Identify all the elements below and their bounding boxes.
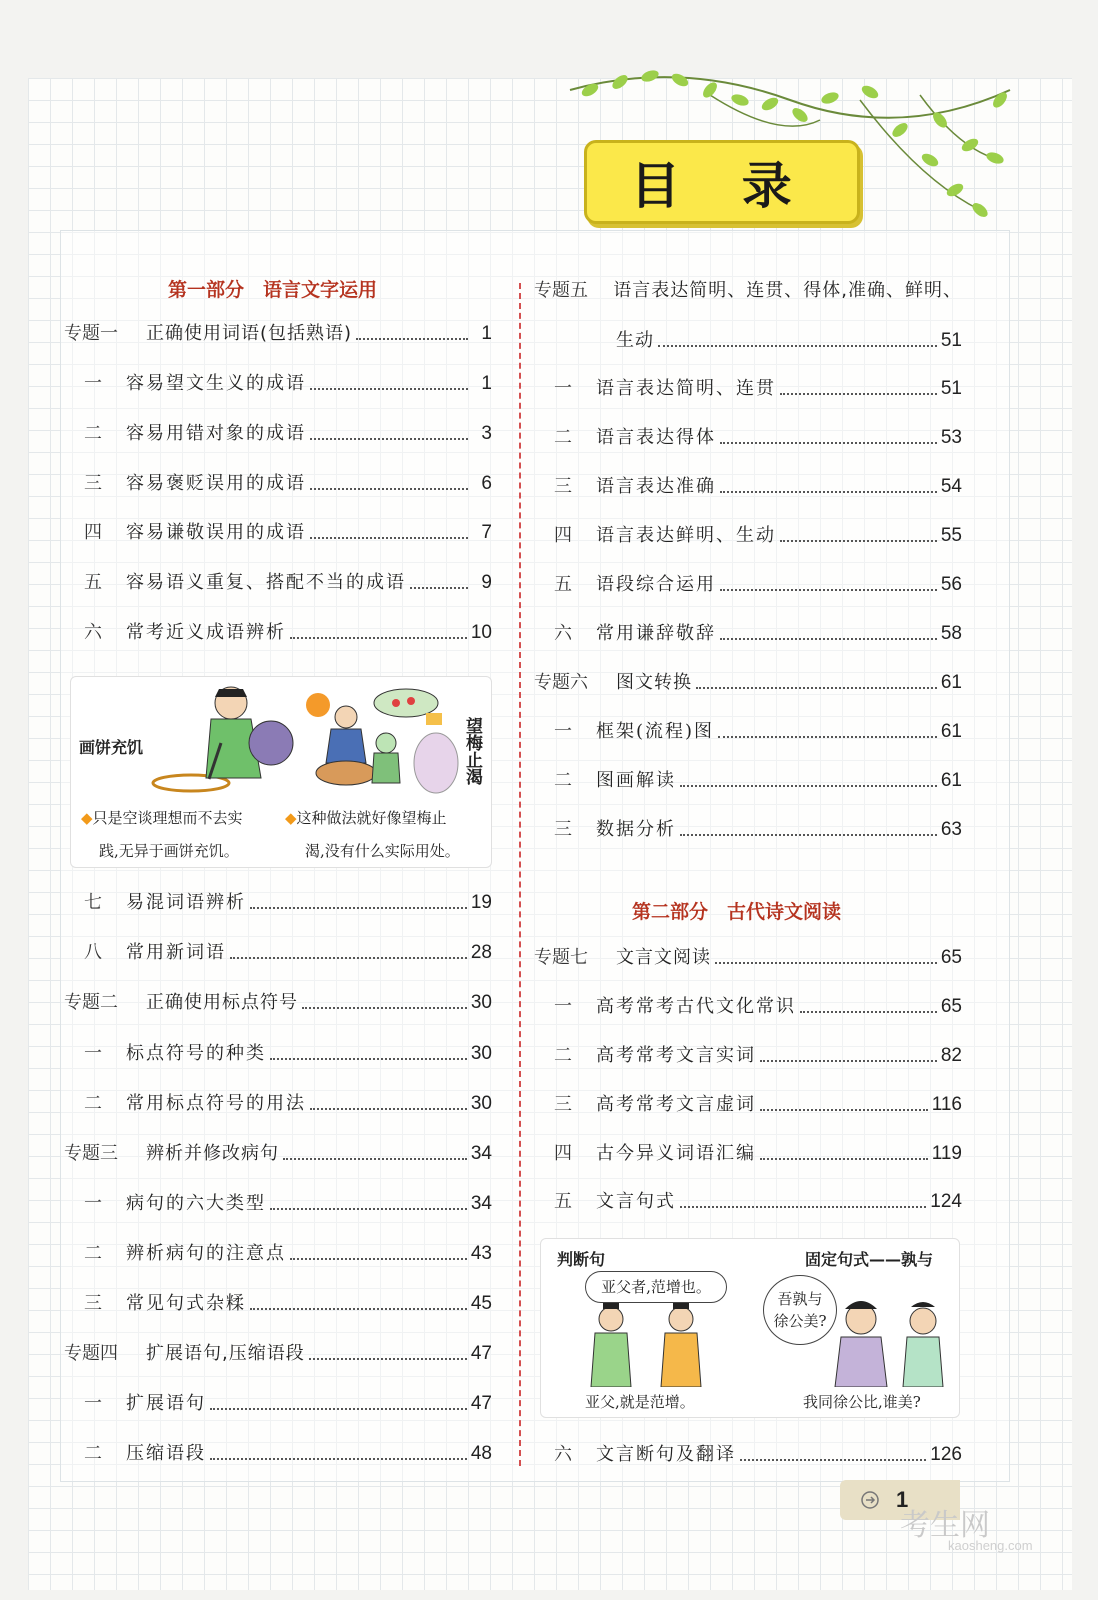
toc-entry-number: 专题六	[534, 672, 588, 693]
toc-entry-page: 116	[931, 1094, 962, 1115]
toc-entry-title: 生动	[616, 330, 654, 351]
toc-entry-title: 高考常考文言实词	[596, 1045, 756, 1066]
toc-entry-number: 二	[84, 423, 102, 444]
toc-entry-page: 119	[931, 1143, 962, 1164]
toc-entry-title: 语言表达简明、连贯	[596, 378, 776, 399]
toc-entry-page: 28	[470, 942, 492, 963]
toc-entry[interactable]	[554, 770, 962, 792]
toc-entry[interactable]	[84, 1443, 492, 1465]
cartoon-right-caption-1: ◆这种做法就好像望梅止	[285, 809, 447, 827]
toc-entry-title: 常考近义成语辨析	[126, 622, 286, 643]
toc-entry-page: 48	[470, 1443, 492, 1464]
toc-leader-dots	[740, 1458, 926, 1461]
toc-entry-number: 一	[554, 378, 572, 399]
toc-entry-page: 47	[470, 1343, 492, 1364]
toc-leader-dots	[270, 1207, 467, 1210]
illustration-idioms	[70, 676, 492, 868]
toc-entry-title: 辨析病句的注意点	[126, 1243, 286, 1264]
cartoon-right-caption-2: 渴,没有什么实际用处。	[305, 842, 460, 860]
page-number: 1	[896, 1487, 909, 1512]
toc-leader-dots	[720, 441, 937, 444]
toc-entry-page: 47	[470, 1393, 492, 1414]
cartoon2-left-bubble: 亚父者,范增也。	[585, 1271, 727, 1303]
cartoon-left-caption-2: 践,无异于画饼充饥。	[99, 842, 239, 860]
part1-title: 第一部分 语言文字运用	[168, 279, 378, 301]
toc-entry-title: 常用标点符号的用法	[126, 1093, 306, 1114]
column-divider	[519, 283, 521, 1466]
toc-entry[interactable]	[534, 672, 962, 694]
toc-leader-dots	[250, 906, 467, 909]
toc-entry-page: 19	[470, 892, 492, 913]
toc-leader-dots	[310, 437, 468, 440]
toc-entry-page: 63	[940, 819, 962, 840]
toc-entry-title: 语段综合运用	[596, 574, 716, 595]
toc-entry-number: 二	[84, 1093, 102, 1114]
toc-entry-page: 30	[470, 1043, 492, 1064]
toc-entry[interactable]	[554, 1444, 962, 1466]
toc-entry-number: 三	[84, 473, 102, 494]
toc-entry-number: 二	[554, 1045, 572, 1066]
toc-entry-number: 一	[84, 373, 102, 394]
toc-leader-dots	[780, 392, 937, 395]
toc-entry-number: 三	[554, 476, 572, 497]
toc-leader-dots	[718, 735, 937, 738]
toc-entry[interactable]	[84, 572, 492, 594]
toc-entry[interactable]	[554, 721, 962, 743]
toc-entry-page: 34	[470, 1193, 492, 1214]
toc-entry-title: 扩展语句	[126, 1393, 206, 1414]
scholar-drawing-icon	[151, 683, 301, 795]
toc-entry-number: 二	[84, 1443, 102, 1464]
toc-leader-dots	[356, 337, 468, 340]
cartoon2-left-caption: 亚父,就是范增。	[585, 1393, 695, 1411]
toc-entry[interactable]	[64, 1143, 492, 1165]
toc-entry[interactable]	[64, 323, 492, 345]
toc-entry-number: 四	[554, 1143, 572, 1164]
watermark-sub: kaosheng.com	[948, 1538, 1033, 1553]
toc-entry[interactable]	[84, 892, 492, 914]
toc-entry-number: 一	[84, 1043, 102, 1064]
toc-entry-title: 标点符号的种类	[126, 1043, 266, 1064]
toc-leader-dots	[410, 586, 468, 589]
toc-leader-dots	[760, 1059, 937, 1062]
toc-entry-title: 文言文阅读	[616, 947, 711, 968]
toc-leader-dots	[680, 833, 937, 836]
toc-entry[interactable]	[554, 427, 962, 449]
toc-entry[interactable]	[84, 423, 492, 445]
toc-entry[interactable]	[554, 623, 962, 645]
toc-leader-dots	[310, 536, 468, 539]
toc-entry-title: 容易用错对象的成语	[126, 423, 306, 444]
toc-entry-page: 1	[481, 323, 492, 344]
toc-entry-page: 51	[940, 378, 962, 399]
toc-entry-title: 扩展语句,压缩语段	[146, 1343, 305, 1364]
toc-entry[interactable]	[554, 996, 962, 1018]
toc-entry-number: 一	[554, 721, 572, 742]
toc-entry-number: 专题三	[64, 1143, 118, 1164]
toc-entry-number: 五	[554, 574, 572, 595]
toc-entry[interactable]	[84, 373, 492, 395]
toc-entry-number: 六	[84, 622, 102, 643]
toc-entry-title: 语言表达鲜明、生动	[596, 525, 776, 546]
toc-entry-page: 34	[470, 1143, 492, 1164]
toc-entry-number: 一	[554, 996, 572, 1017]
toc-entry-page: 51	[940, 330, 962, 351]
toc-entry-page: 45	[470, 1293, 492, 1314]
toc-entry-title: 框架(流程)图	[596, 721, 715, 742]
toc-entry-title: 常见句式杂糅	[126, 1293, 246, 1314]
toc-entry[interactable]	[84, 522, 492, 544]
toc-leader-dots	[290, 1257, 467, 1260]
toc-entry-title: 易混词语辨析	[126, 892, 246, 913]
toc-leader-dots	[760, 1108, 928, 1111]
toc-entry[interactable]	[84, 1093, 492, 1115]
toc-entry[interactable]	[554, 1094, 962, 1116]
toc-entry-number: 专题二	[64, 992, 118, 1013]
watermark: 考生网	[900, 1508, 990, 1543]
toc-entry-title: 容易语义重复、搭配不当的成语	[126, 572, 406, 593]
toc-entry-number: 二	[554, 427, 572, 448]
toc-entry-title: 图画解读	[596, 770, 676, 791]
toc-leader-dots	[720, 588, 937, 591]
toc-entry-page: 55	[940, 525, 962, 546]
toc-entry-title: 常用谦辞敬辞	[596, 623, 716, 644]
toc-entry-page: 9	[481, 572, 492, 593]
toc-entry-number: 三	[554, 1094, 572, 1115]
toc-entry-title: 病句的六大类型	[126, 1193, 266, 1214]
toc-entry-number: 一	[84, 1193, 102, 1214]
page-arrow-icon	[860, 1490, 880, 1510]
toc-entry[interactable]	[534, 947, 962, 969]
toc-entry-page: 30	[470, 992, 492, 1013]
toc-leader-dots	[720, 490, 937, 493]
toc-entry-number: 六	[554, 623, 572, 644]
toc-entry[interactable]	[534, 330, 962, 352]
toc-entry-page: 61	[940, 721, 962, 742]
toc-entry[interactable]	[554, 1045, 962, 1067]
toc-entry-page: 6	[481, 473, 492, 494]
soldiers-drawing-icon	[296, 683, 461, 803]
toc-leader-dots	[250, 1307, 467, 1310]
toc-entry[interactable]	[554, 525, 962, 547]
cartoon2-right-caption: 我同徐公比,谁美?	[803, 1393, 921, 1411]
toc-leader-dots	[800, 1010, 937, 1013]
illustration-sentence-patterns	[540, 1238, 960, 1418]
toc-entry-page: 54	[940, 476, 962, 497]
toc-entry-title: 辨析并修改病句	[146, 1143, 279, 1164]
toc-leader-dots	[680, 784, 937, 787]
toc-leader-dots	[760, 1157, 928, 1160]
toc-entry-page: 124	[930, 1191, 962, 1212]
toc-entry-title: 正确使用词语(包括熟语)	[146, 323, 353, 344]
toc-leader-dots	[310, 387, 468, 390]
toc-entry-number: 三	[554, 819, 572, 840]
toc-entry-title: 容易谦敬误用的成语	[126, 522, 306, 543]
toc-entry-page: 30	[470, 1093, 492, 1114]
toc-entry-title: 文言断句及翻译	[596, 1444, 736, 1465]
toc-entry[interactable]	[554, 819, 962, 841]
page-title: 目 录	[584, 140, 860, 224]
toc-entry-number: 二	[554, 770, 572, 791]
toc-entry[interactable]	[64, 1343, 492, 1365]
toc-entry-number: 八	[84, 942, 102, 963]
toc-entry-number: 七	[84, 892, 102, 913]
toc-entry-title: 语言表达准确	[596, 476, 716, 497]
toc-entry-title: 文言句式	[596, 1191, 676, 1212]
toc-leader-dots	[283, 1157, 467, 1160]
toc-entry-title: 常用新词语	[126, 942, 226, 963]
toc-entry-number: 五	[84, 572, 102, 593]
toc-entry-page: 65	[940, 947, 962, 968]
toc-leader-dots	[230, 956, 467, 959]
toc-entry[interactable]	[84, 942, 492, 964]
toc-entry[interactable]	[84, 1193, 492, 1215]
toc-entry-number: 专题四	[64, 1343, 118, 1364]
cartoon-right-title: 望梅止渴	[462, 717, 482, 785]
toc-entry-number: 四	[84, 522, 102, 543]
toc-entry[interactable]	[84, 1293, 492, 1315]
ancient-men-drawing-icon	[581, 1301, 721, 1387]
toc-leader-dots	[290, 636, 467, 639]
toc-leader-dots	[210, 1407, 467, 1410]
toc-entry[interactable]	[84, 1043, 492, 1065]
toc-entry-title: 古今异义词语汇编	[596, 1143, 756, 1164]
toc-entry-number: 三	[84, 1293, 102, 1314]
toc-leader-dots	[720, 637, 937, 640]
toc-entry[interactable]	[554, 378, 962, 400]
toc-entry-page: 3	[481, 423, 492, 444]
toc-entry-title: 容易褒贬误用的成语	[126, 473, 306, 494]
toc-entry-page: 7	[481, 522, 492, 543]
toc-entry-number: 二	[84, 1243, 102, 1264]
toc-leader-dots	[210, 1457, 467, 1460]
toc-entry[interactable]	[554, 1143, 962, 1165]
toc-entry-title: 正确使用标点符号	[146, 992, 298, 1013]
toc-entry-page: 1	[481, 373, 492, 394]
toc-entry-page: 126	[930, 1444, 962, 1465]
toc-leader-dots	[680, 1205, 926, 1208]
toc-entry-number: 专题一	[64, 323, 118, 344]
toc-entry-title: 高考常考文言虚词	[596, 1094, 756, 1115]
toc-entry-page: 82	[940, 1045, 962, 1066]
toc-leader-dots	[310, 487, 468, 490]
toc-leader-dots	[715, 961, 937, 964]
toc-entry-number: 一	[84, 1393, 102, 1414]
toc-entry-number: 六	[554, 1444, 572, 1465]
toc-entry[interactable]	[554, 476, 962, 498]
toc-leader-dots	[270, 1057, 467, 1060]
toc-entry-page: 56	[940, 574, 962, 595]
cartoon2-left-title: 判断句	[557, 1250, 606, 1269]
toc-entry-page: 53	[940, 427, 962, 448]
cartoon-left-caption-1: ◆只是空谈理想而不去实	[81, 809, 243, 827]
cartoon2-right-bubble: 吾孰与 徐公美?	[763, 1275, 837, 1345]
toc-entry[interactable]	[84, 473, 492, 495]
toc-entry-page: 65	[940, 996, 962, 1017]
toc-entry-title: 高考常考古代文化常识	[596, 996, 796, 1017]
toc-entry-title: 语言表达得体	[596, 427, 716, 448]
toc-entry-title: 数据分析	[596, 819, 676, 840]
toc-entry-title: 语言表达简明、连贯、得体,准确、鲜明、	[613, 280, 962, 301]
toc-entry[interactable]	[534, 280, 962, 302]
toc-entry-title: 压缩语段	[126, 1443, 206, 1464]
toc-entry-title: 容易望文生义的成语	[126, 373, 306, 394]
toc-leader-dots	[658, 344, 937, 347]
toc-entry-page: 61	[940, 770, 962, 791]
toc-entry-number: 专题七	[534, 947, 588, 968]
cartoon2-right-title: 固定句式——孰与	[805, 1250, 934, 1269]
xu-gong-drawing-icon	[831, 1297, 951, 1387]
toc-entry-page: 10	[470, 622, 492, 643]
toc-leader-dots	[309, 1357, 467, 1360]
toc-entry[interactable]	[84, 1243, 492, 1265]
toc-leader-dots	[302, 1006, 467, 1009]
toc-entry[interactable]	[554, 574, 962, 596]
toc-leader-dots	[310, 1107, 467, 1110]
toc-entry-number: 专题五	[534, 280, 588, 301]
toc-entry[interactable]	[64, 992, 492, 1014]
toc-entry-number: 五	[554, 1191, 572, 1212]
toc-entry-page: 58	[940, 623, 962, 644]
toc-entry[interactable]	[554, 1191, 962, 1213]
part2-title: 第二部分 古代诗文阅读	[632, 901, 842, 923]
toc-leader-dots	[780, 539, 937, 542]
toc-entry-number: 四	[554, 525, 572, 546]
toc-entry-page: 61	[940, 672, 962, 693]
toc-entry[interactable]	[84, 622, 492, 644]
toc-entry[interactable]	[84, 1393, 492, 1415]
toc-entry-page: 43	[470, 1243, 492, 1264]
cartoon-left-title: 画饼充饥	[79, 738, 144, 757]
toc-entry-title: 图文转换	[616, 672, 692, 693]
toc-leader-dots	[696, 686, 937, 689]
